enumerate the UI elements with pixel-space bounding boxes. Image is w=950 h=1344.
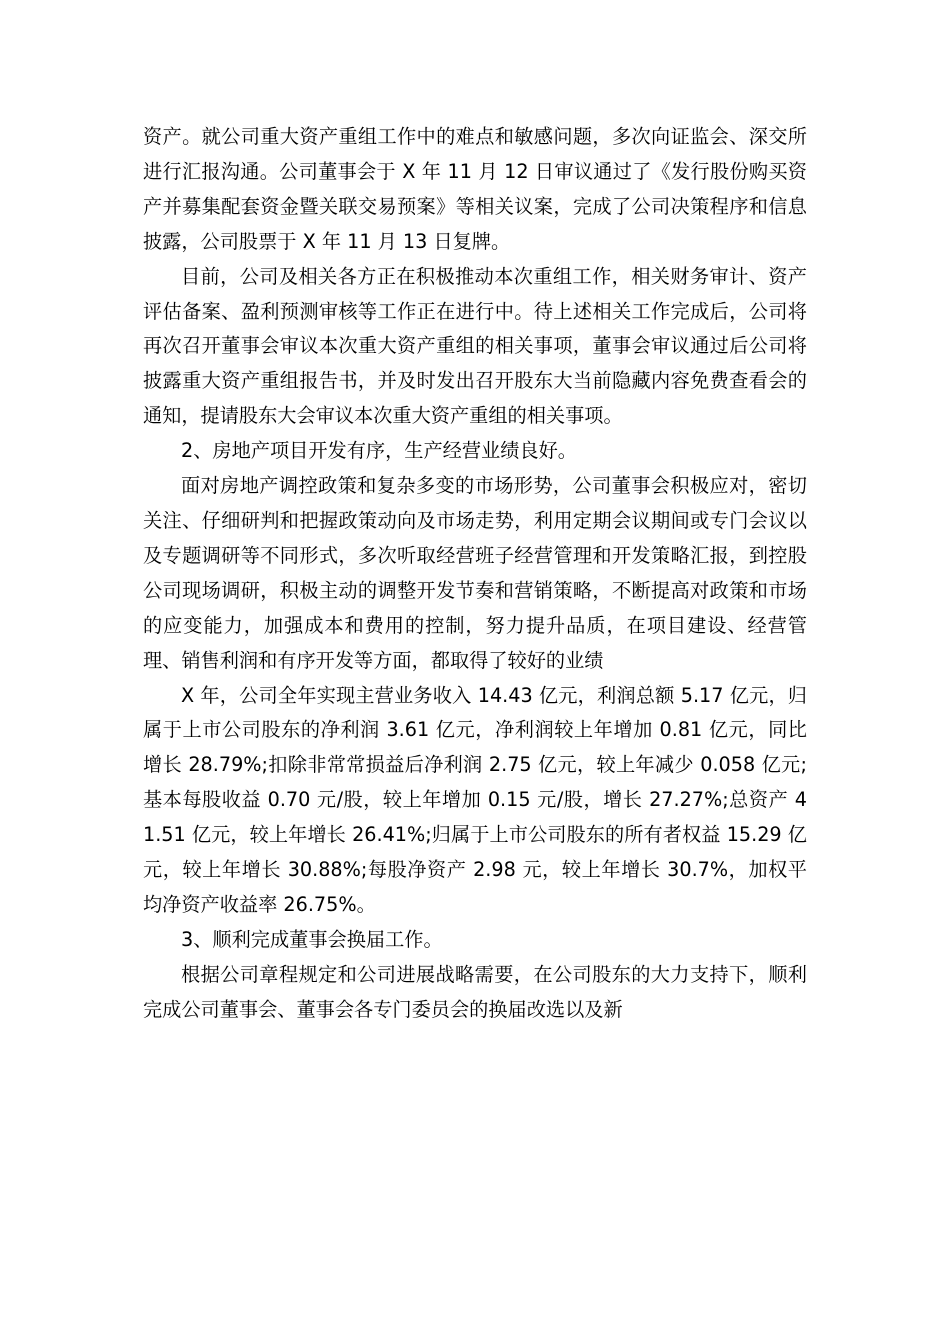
paragraph-financial-results: X 年，公司全年实现主营业务收入 14.43 亿元，利润总额 5.17 亿元，归属于上市公司股东的净利润 3.61 亿元，净利润较上年增加 0.81 亿元，同比增长 28.79%;扣除非常常损益后净利润 2.75 亿元，较上年减少 0.058 亿元;基本每股收益 0.70 元/股，较上年增加 0.15 元/股，增长 27.27%;总资产 41.51 亿元，较上年增长 26.41%;归属于上市公司股东的所有者权益 15.29 亿元，较上年增长 30.88%;每股净资产 2.98 元，较上年增长 30.7%，加权平均净资产收益率 26.75%。 — [143, 683, 807, 916]
paragraph-current-status: 目前，公司及相关各方正在积极推动本次重组工作，相关财务审计、资产评估备案、盈利预测审核等工作正在进行中。待上述相关工作完成后，公司将再次召开董事会审议本次重大资产重组的相关事项，董事会审议通过后公司将披露重大资产重组报告书，并及时发出召开股东大当前隐藏内容免费查看会的通知，提请股东大会审议本次重大资产重组的相关事项。 — [143, 264, 807, 428]
section-heading-board-election: 3、顺利完成董事会换届工作。 — [181, 927, 443, 951]
paragraph-restructuring-progress: 资产。就公司重大资产重组工作中的难点和敏感问题，多次向证监会、深交所进行汇报沟通。公司董事会于 X 年 11 月 12 日审议通过了《发行股份购买资产并募集配套资金暨关联交易预案》等相关议案，完成了公司决策程序和信息披露，公司股票于 X 年 11 月 13 日复牌。 — [143, 125, 807, 253]
body-text — [143, 120, 807, 1028]
section-heading-real-estate: 2、房地产项目开发有序，生产经营业绩良好。 — [181, 439, 577, 463]
paragraph-board-election: 根据公司章程规定和公司进展战略需要，在公司股东的大力支持下，顺利完成公司董事会、董事会各专门委员会的换届改选以及新 — [143, 962, 807, 1021]
paragraph-market-response: 面对房地产调控政策和复杂多变的市场形势，公司董事会积极应对，密切关注、仔细研判和把握政策动向及市场走势，利用定期会议期间或专门会议以及专题调研等不同形式，多次听取经营班子经营管理和开发策略汇报，到控股公司现场调研，积极主动的调整开发节奏和营销策略，不断提高对政策和市场的应变能力，加强成本和费用的控制，努力提升品质，在项目建设、经营管理、销售利润和有序开发等方面，都取得了较好的业绩 — [143, 474, 807, 672]
